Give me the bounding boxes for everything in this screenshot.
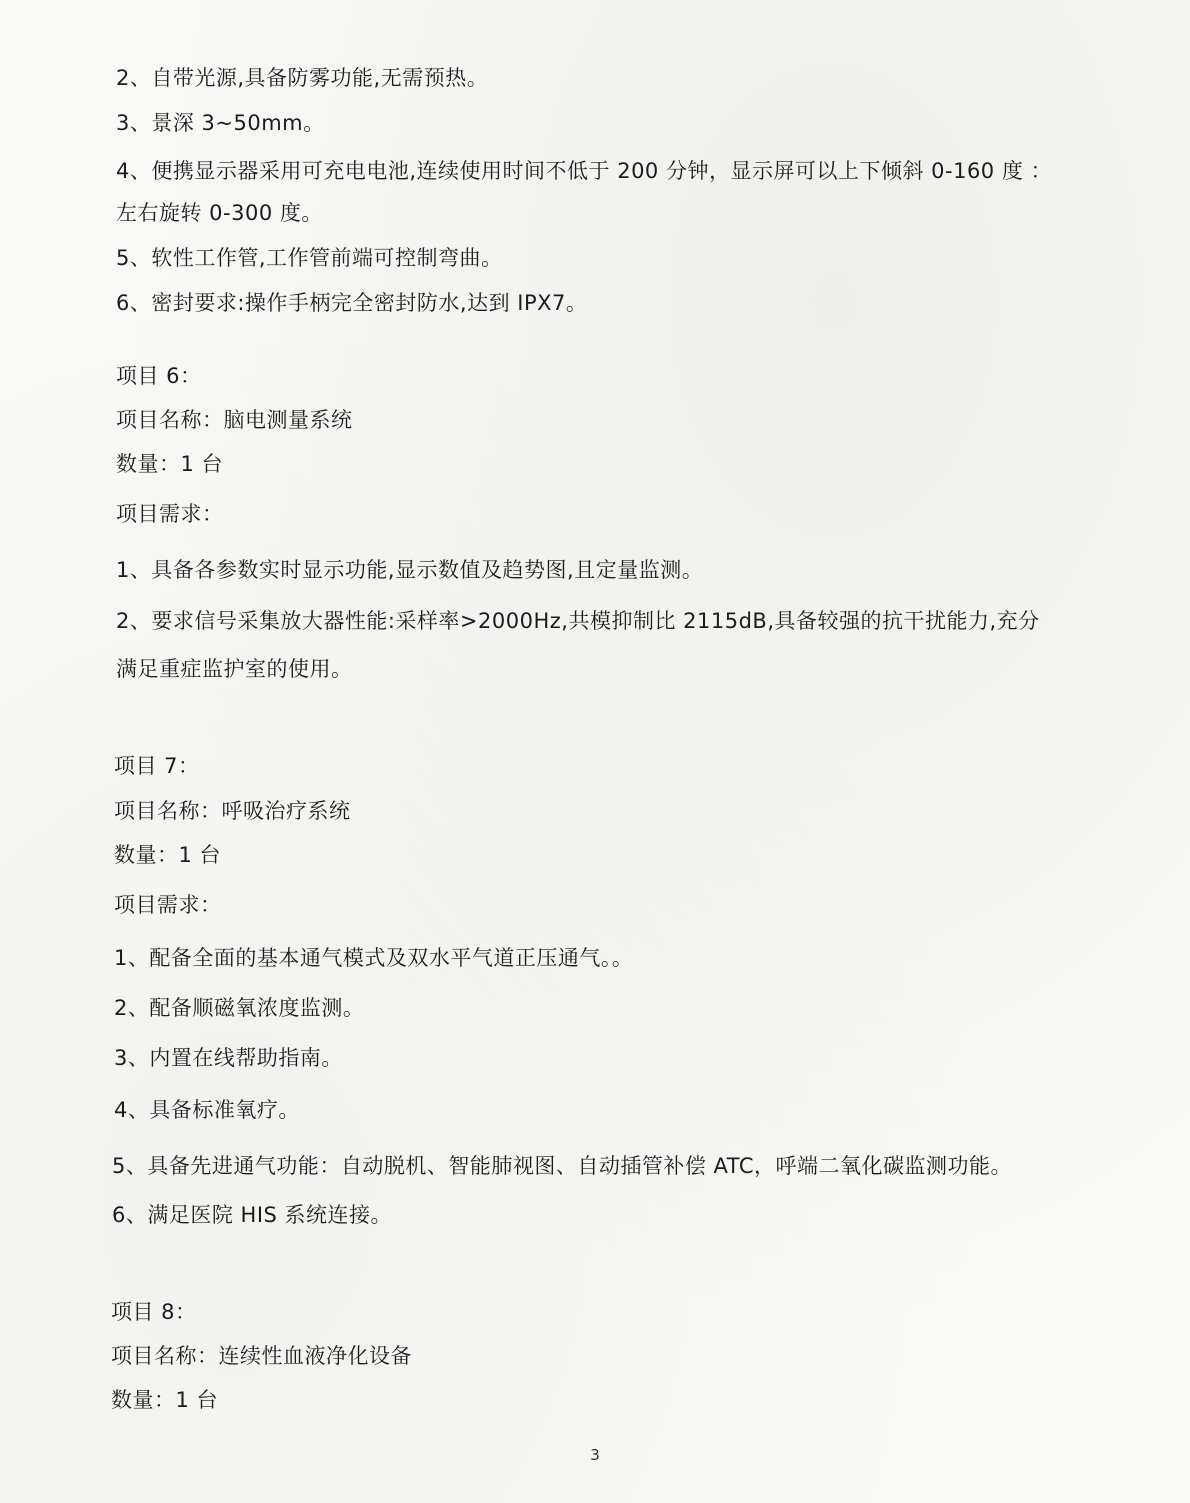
project8-quantity: 数量：1 台	[111, 1388, 219, 1412]
project8-heading: 项目 8：	[111, 1300, 197, 1324]
project7-req-heading: 项目需求：	[114, 893, 222, 917]
section5-item-5: 5、软性工作管,工作管前端可控制弯曲。	[116, 246, 503, 270]
project6-req-heading: 项目需求：	[116, 502, 224, 526]
project6-quantity: 数量：1 台	[116, 452, 224, 476]
section5-item-2: 2、自带光源,具备防雾功能,无需预热。	[116, 66, 489, 90]
project7-item-2: 2、配备顺磁氧浓度监测。	[114, 996, 365, 1020]
project7-name: 项目名称：呼吸治疗系统	[114, 799, 351, 823]
project7-quantity: 数量：1 台	[114, 843, 222, 867]
project6-item-1: 1、具备各参数实时显示功能,显示数值及趋势图,且定量监测。	[116, 558, 704, 582]
project7-item-4: 4、具备标准氧疗。	[114, 1098, 300, 1122]
project7-item-6: 6、满足医院 HIS 系统连接。	[112, 1203, 393, 1227]
section5-item-3: 3、景深 3~50mm。	[116, 111, 325, 135]
project7-item-1: 1、配备全面的基本通气模式及双水平气道正压通气。。	[114, 946, 634, 970]
page-number: 3	[590, 1446, 600, 1464]
project7-heading: 项目 7：	[114, 754, 200, 778]
project7-item-3: 3、内置在线帮助指南。	[114, 1046, 343, 1070]
section5-item-4: 4、便携显示器采用可充电电池,连续使用时间不低于 200 分钟，显示屏可以上下倾斜 0-160 度 ：	[116, 159, 1053, 183]
project6-item-2: 2、要求信号采集放大器性能:采样率>2000Hz,共模抑制比 2115dB,具备较强的抗干扰能力,充分	[116, 609, 1040, 633]
section5-item-6: 6、密封要求:操作手柄完全密封防水,达到 IPX7。	[116, 291, 588, 315]
project6-name: 项目名称：脑电测量系统	[116, 408, 353, 432]
project8-name: 项目名称：连续性血液净化设备	[111, 1344, 412, 1368]
project7-item-5: 5、具备先进通气功能：自动脱机、智能肺视图、自动插管补偿 ATC，呼端二氧化碳监测功能。	[112, 1154, 1013, 1178]
project6-heading: 项目 6：	[116, 364, 202, 388]
project6-item-2-cont: 满足重症监护室的使用。	[116, 657, 353, 681]
section5-item-4-cont: 左右旋转 0-300 度。	[116, 201, 323, 225]
